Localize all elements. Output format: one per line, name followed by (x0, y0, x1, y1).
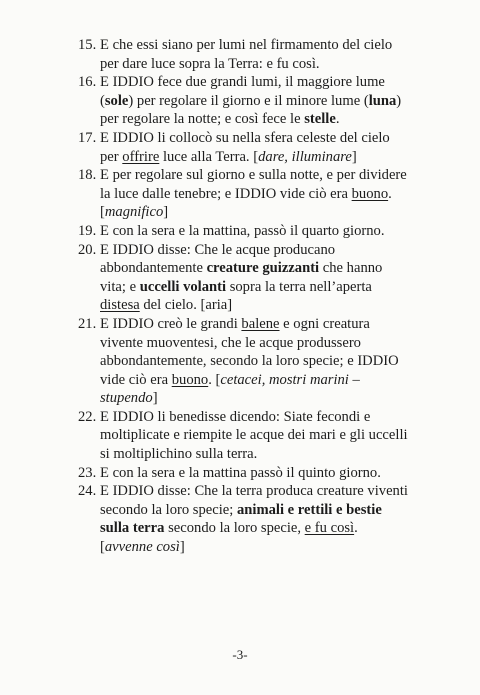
verse-16 (78, 73, 408, 129)
verse-text: . (335, 111, 340, 128)
verse-15 (78, 36, 408, 73)
verse-text: E IDDIO fece due grandi lumi, il maggiore lume ( (100, 74, 385, 109)
bold-text: sole (104, 92, 129, 109)
verse-text: . [ (100, 185, 392, 221)
verse-17 (78, 129, 408, 166)
bold-text: creature guizzanti (206, 260, 320, 277)
underlined-text: buono (351, 185, 389, 202)
verse-text: che hanno vita; e (100, 260, 383, 295)
italic-note: dare, illuminare (258, 148, 352, 165)
verse-19 (78, 222, 408, 241)
bold-text: animali e rettili e bestie sulla terra (100, 501, 382, 537)
verse-number: 21. (78, 315, 97, 332)
verse-number: 23. (78, 464, 97, 481)
verse-21 (78, 315, 408, 408)
verse-text: del cielo. [aria] (139, 297, 233, 314)
italic-note: magnifico (104, 204, 164, 221)
verse-text: . [ (208, 371, 221, 388)
verse-text: E IDDIO li collocò su nella sfera celeste del cielo per (100, 129, 390, 165)
verse-text: E con la sera e la mattina passò il quinto giorno. (100, 464, 381, 481)
verse-text: E per regolare sul giorno e sulla notte, e per dividere la luce dalle tenebre; e IDDIO vide ciò era (100, 167, 407, 202)
verse-18 (78, 166, 408, 222)
verse-24 (78, 482, 408, 556)
verse-text: ] (163, 204, 169, 221)
verse-text: secondo la loro specie, (164, 520, 305, 537)
underlined-text: e fu così (304, 520, 355, 537)
verse-list (78, 36, 408, 557)
italic-note: cetacei, mostri marini – stupendo (100, 371, 360, 407)
bold-text: uccelli volanti (139, 278, 227, 295)
verse-text: E con la sera e la mattina, passò il quarto giorno. (100, 222, 385, 239)
verse-text: E IDDIO disse: Che la terra produca creature viventi secondo la loro specie; (100, 483, 408, 518)
verse-22 (78, 408, 408, 464)
page-number: -3- (232, 647, 248, 662)
verse-text: ) per regolare il giorno e il minore lume ( (128, 92, 369, 109)
verse-23 (78, 464, 408, 483)
verse-text: E IDDIO disse: Che le acque producano abbondantemente (100, 241, 336, 277)
underlined-text: distesa (100, 297, 140, 314)
verse-text: ] (152, 390, 158, 407)
verse-number: 18. (78, 167, 97, 184)
verse-text: e ogni creatura vivente muoventesi, che le acque produssero abbondantemente, secondo la loro specie; e IDDIO vide ciò era (100, 315, 399, 388)
verse-20 (78, 241, 408, 315)
verse-text: ) per regolare la notte; e così fece le (100, 92, 402, 128)
verse-text: ] (351, 148, 357, 165)
underlined-text: offrire (122, 148, 160, 165)
bold-text: luna (368, 92, 397, 109)
verse-number: 19. (78, 222, 97, 239)
underlined-text: buono (171, 371, 209, 388)
verse-text: E IDDIO li benedisse dicendo: Siate fecondi e moltiplicate e riempite le acque dei mari e gli uccelli si moltiplichino sulla terra. (100, 408, 408, 463)
verse-number: 22. (78, 408, 97, 425)
italic-note: avvenne così (104, 539, 180, 556)
verse-text: sopra la terra nell’aperta (226, 278, 372, 295)
verse-text: E IDDIO creò le grandi (100, 315, 242, 332)
verse-number: 20. (78, 241, 97, 258)
bold-text: stelle (304, 111, 336, 128)
verse-number: 15. (78, 37, 97, 53)
verse-text: E che essi siano per lumi nel firmamento del cielo per dare luce sopra la Terra: e fu così. (100, 37, 393, 72)
verse-number: 17. (78, 129, 97, 146)
underlined-text: balene (241, 315, 280, 332)
verse-text: ] (179, 539, 185, 556)
verse-text: luce alla Terra. [ (159, 148, 259, 165)
verse-number: 16. (78, 74, 97, 91)
verse-text: . [ (100, 520, 358, 556)
verse-number: 24. (78, 483, 97, 500)
